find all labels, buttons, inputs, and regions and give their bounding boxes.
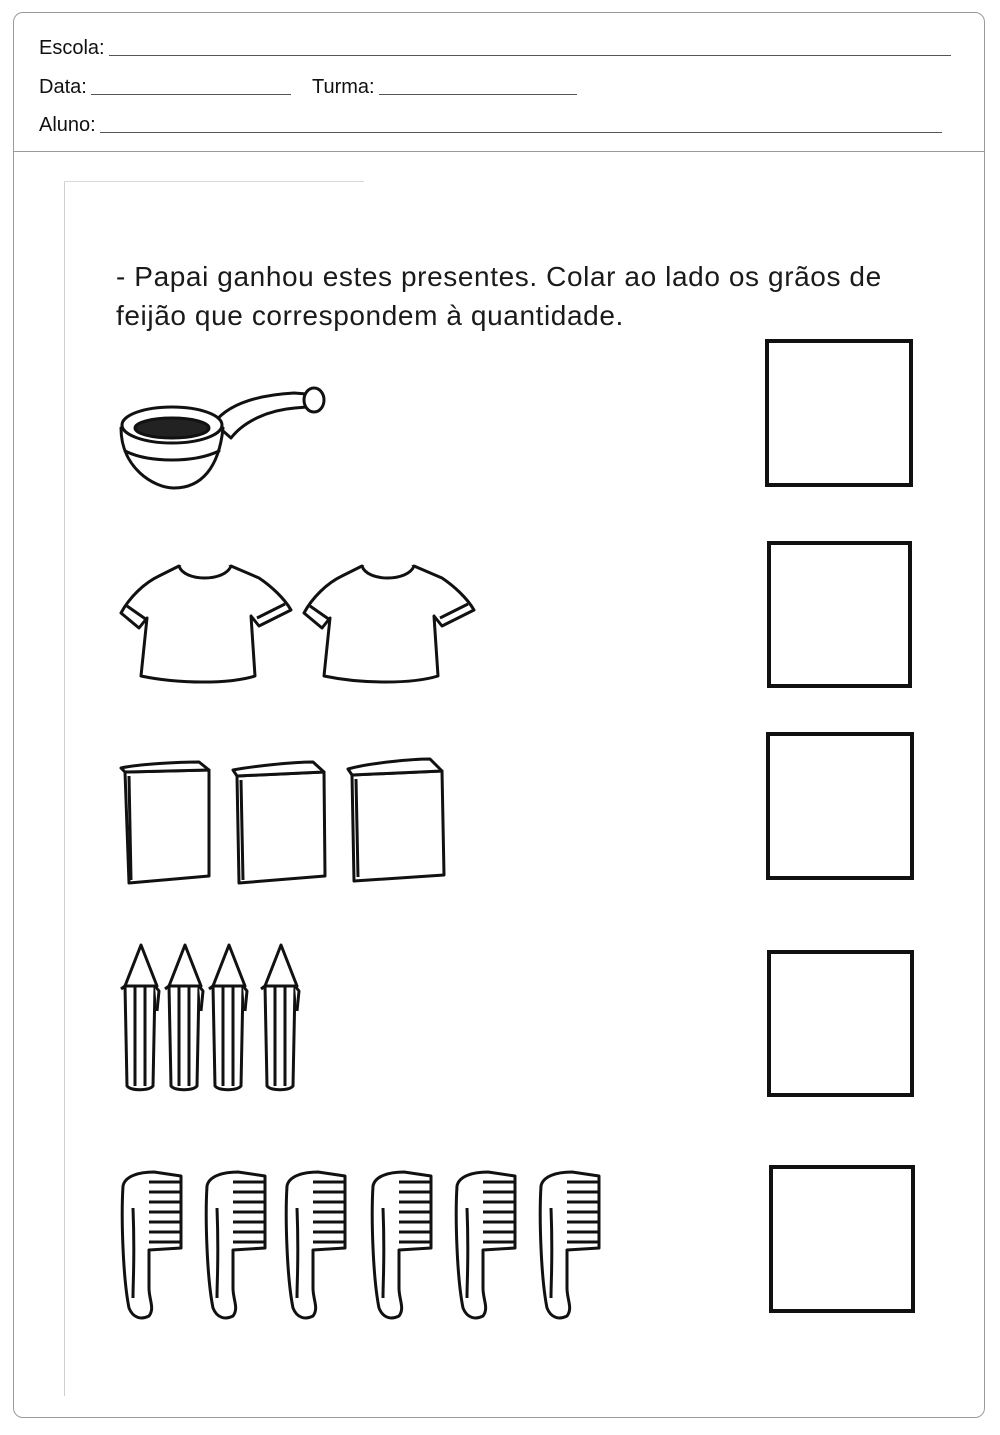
school-line[interactable] xyxy=(109,55,951,56)
row-pencils xyxy=(51,941,981,1096)
tshirt-icon xyxy=(302,558,477,693)
pencil-icon xyxy=(207,941,249,1093)
class-field[interactable] xyxy=(312,76,577,99)
book-icon xyxy=(229,758,329,888)
student-label: Aluno: xyxy=(39,114,96,136)
answer-box-tshirts[interactable] xyxy=(767,541,912,688)
tshirt-icon xyxy=(119,558,294,693)
class-line[interactable] xyxy=(379,94,577,95)
answer-box-books[interactable] xyxy=(766,732,914,880)
instruction-text: - Papai ganhou estes presentes. Colar ao lado os grãos de feijão que correspondem à quantidade. xyxy=(116,261,882,331)
date-line[interactable] xyxy=(91,94,291,95)
comb-icon xyxy=(369,1168,437,1323)
pipe-icon xyxy=(119,383,329,498)
comb-icon xyxy=(537,1168,605,1323)
date-label: Data: xyxy=(39,76,87,98)
date-field[interactable] xyxy=(39,76,291,99)
scan-top-edge xyxy=(64,181,364,182)
class-label: Turma: xyxy=(312,76,375,98)
comb-icon xyxy=(283,1168,351,1323)
row-pipe xyxy=(51,373,981,508)
book-icon xyxy=(119,758,214,888)
header-divider xyxy=(14,151,984,152)
pencil-icon xyxy=(119,941,161,1093)
pencil-icon xyxy=(259,941,301,1093)
student-line[interactable] xyxy=(100,132,942,133)
comb-icon xyxy=(453,1168,521,1323)
answer-box-pencils[interactable] xyxy=(767,950,914,1097)
row-combs xyxy=(51,1168,981,1323)
comb-icon xyxy=(119,1168,187,1323)
worksheet-page xyxy=(13,12,985,1418)
student-field[interactable] xyxy=(39,114,942,137)
answer-box-pipe[interactable] xyxy=(765,339,913,487)
row-tshirts xyxy=(51,558,981,698)
answer-box-combs[interactable] xyxy=(769,1165,915,1313)
book-icon xyxy=(344,755,449,887)
school-label: Escola: xyxy=(39,37,105,59)
school-field[interactable] xyxy=(39,37,951,60)
pencil-icon xyxy=(163,941,205,1093)
comb-icon xyxy=(203,1168,271,1323)
activity-area xyxy=(51,173,981,1398)
row-books xyxy=(51,758,981,893)
